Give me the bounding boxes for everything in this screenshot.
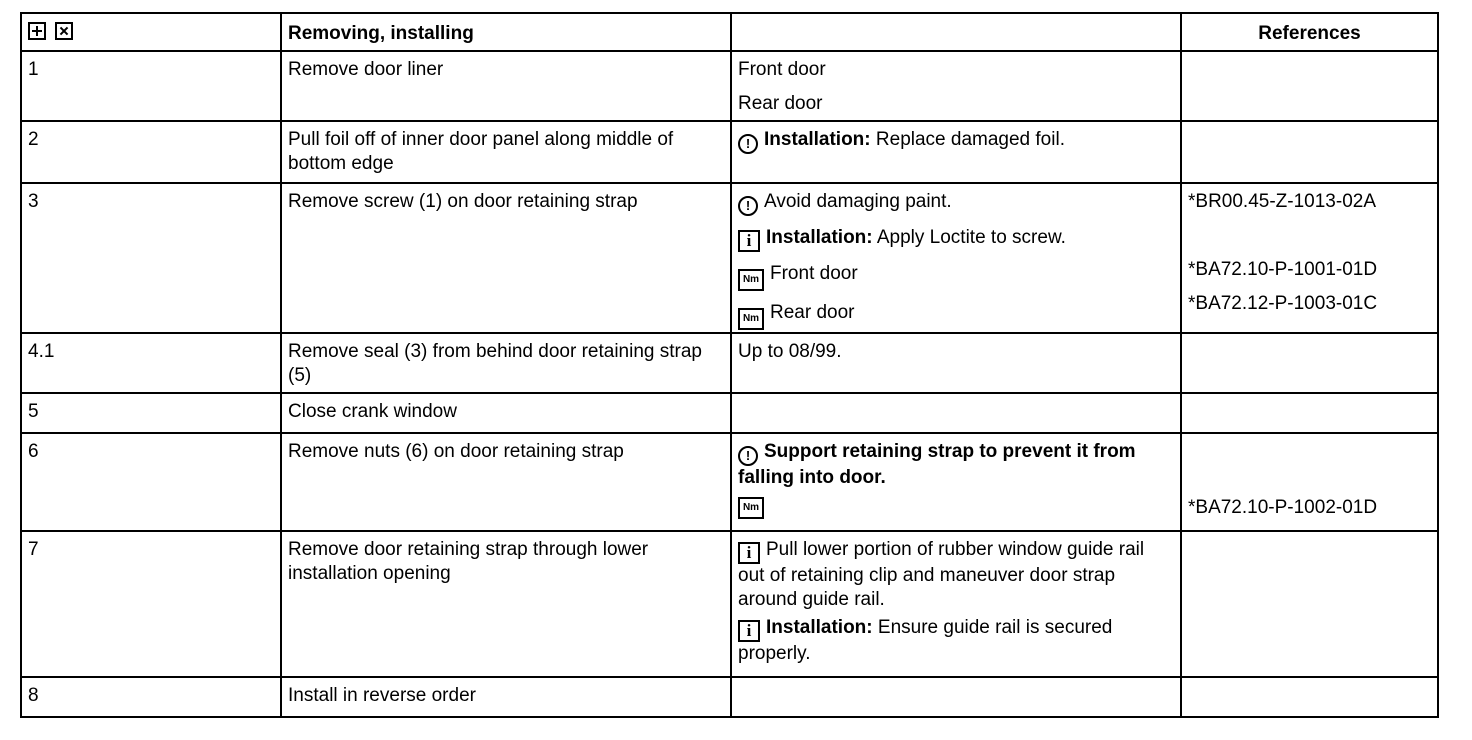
- step-action: Remove screw (1) on door retaining strap: [288, 191, 638, 212]
- step-number-cell: [21, 183, 281, 333]
- step-notes: [732, 122, 1180, 156]
- step-notes: [732, 394, 1180, 402]
- step-number-cell: [21, 433, 281, 531]
- note-text: Apply Loctite to screw.: [872, 227, 1066, 248]
- step-number-cell: [21, 121, 281, 183]
- step-references: [1182, 52, 1437, 108]
- step-notes-cell: [731, 677, 1181, 717]
- note-line: [738, 262, 1174, 291]
- note-line: [738, 440, 1174, 490]
- step-action-cell: [281, 531, 731, 677]
- step-number-cell: [21, 531, 281, 677]
- reference-link[interactable]: *BR00.45-Z-1013-02A: [1188, 191, 1376, 212]
- reference-link[interactable]: *BA72.10-P-1002-01D: [1188, 497, 1378, 518]
- step-action: Remove nuts (6) on door retaining strap: [288, 441, 624, 462]
- step-notes: [732, 184, 1180, 332]
- step-references-cell: [1181, 121, 1438, 183]
- table-row: [21, 51, 1438, 121]
- header-row: [21, 13, 1438, 51]
- note-text: Rear door: [738, 93, 823, 114]
- step-notes-cell: [731, 531, 1181, 677]
- step-references-cell: [1181, 183, 1438, 333]
- step-number: 5: [28, 401, 39, 422]
- step-notes-cell: [731, 51, 1181, 121]
- step-number: 6: [28, 441, 39, 462]
- step-action: Install in reverse order: [288, 685, 476, 706]
- step-action-cell: [281, 51, 731, 121]
- note-line: [738, 128, 1174, 154]
- reference-link[interactable]: *BA72.10-P-1001-01D: [1188, 259, 1378, 280]
- expand-icon[interactable]: [28, 22, 46, 40]
- note-line: [738, 616, 1174, 666]
- info-icon: i: [738, 230, 760, 252]
- step-action-cell: [281, 677, 731, 717]
- step-references: [1182, 122, 1437, 154]
- note-text: Replace damaged foil.: [870, 129, 1065, 150]
- reference-link[interactable]: *BA72.12-P-1003-01C: [1188, 293, 1378, 314]
- step-notes-cell: [731, 433, 1181, 531]
- table-row: [21, 531, 1438, 677]
- info-icon: i: [738, 542, 760, 564]
- step-notes-cell: [731, 121, 1181, 183]
- step-references-cell: [1181, 51, 1438, 121]
- step-action: Remove seal (3) from behind door retaining strap (5): [288, 341, 702, 386]
- caution-icon: !: [738, 196, 758, 216]
- note-line: [738, 58, 1174, 82]
- header-icons-cell: [21, 13, 281, 51]
- step-action: Close crank window: [288, 401, 457, 422]
- note-line: [738, 226, 1174, 252]
- step-references: [1182, 334, 1437, 366]
- step-references-cell: [1181, 393, 1438, 433]
- step-references-cell: [1181, 433, 1438, 531]
- step-number: 8: [28, 685, 39, 706]
- reference-link: [1188, 340, 1433, 364]
- step-number: 7: [28, 539, 39, 560]
- step-action-cell: [281, 121, 731, 183]
- torque-nm-icon: Nm: [738, 497, 764, 519]
- step-references-cell: [1181, 531, 1438, 677]
- note-bold-text: Installation:: [764, 129, 871, 150]
- torque-nm-icon: Nm: [738, 269, 764, 291]
- note-line: [738, 490, 1174, 519]
- header-procedure-cell: [281, 13, 731, 51]
- reference-link: [1188, 224, 1433, 248]
- table-row: [21, 333, 1438, 393]
- reference-link: [1188, 128, 1433, 152]
- reference-link: [1188, 684, 1433, 708]
- note-line: [738, 190, 1174, 216]
- step-references: [1182, 434, 1437, 522]
- table-row: [21, 433, 1438, 531]
- header-notes: [732, 14, 1180, 24]
- step-references-cell: [1181, 333, 1438, 393]
- step-number: 4.1: [28, 341, 55, 362]
- step-number: 3: [28, 191, 39, 212]
- step-action: Remove door liner: [288, 59, 444, 80]
- step-references: [1182, 394, 1437, 426]
- procedure-table: [20, 12, 1439, 718]
- step-references: [1182, 184, 1437, 318]
- header-references: References: [1258, 23, 1361, 44]
- note-text: Rear door: [770, 302, 855, 323]
- step-notes-cell: [731, 333, 1181, 393]
- collapse-icon[interactable]: [55, 22, 73, 40]
- table-row: [21, 121, 1438, 183]
- step-notes: [732, 532, 1180, 668]
- step-action: Remove door retaining strap through lower installation opening: [288, 539, 649, 584]
- note-text: Front door: [770, 263, 858, 284]
- step-action-cell: [281, 393, 731, 433]
- step-number-cell: [21, 393, 281, 433]
- note-line: [738, 92, 1174, 116]
- step-notes-cell: [731, 183, 1181, 333]
- note-line: [738, 301, 1174, 330]
- note-text: Pull lower portion of rubber window guide rail out of retaining clip and maneuver door strap around guide rail.: [738, 539, 1145, 610]
- step-action-cell: [281, 433, 731, 531]
- reference-link: [1188, 538, 1433, 562]
- step-notes: [732, 334, 1180, 366]
- step-number-cell: [21, 333, 281, 393]
- note-line: [738, 340, 1174, 364]
- step-notes-cell: [731, 393, 1181, 433]
- note-line: [738, 538, 1174, 612]
- step-notes: [732, 52, 1180, 118]
- note-text: Up to 08/99.: [738, 341, 842, 362]
- info-icon: i: [738, 620, 760, 642]
- note-text: Avoid damaging paint.: [764, 191, 952, 212]
- table-row: [21, 677, 1438, 717]
- step-action-cell: [281, 333, 731, 393]
- step-number: 2: [28, 129, 39, 150]
- step-references: [1182, 678, 1437, 710]
- note-text: Ensure guide rail is secured properly.: [738, 617, 1113, 664]
- step-notes: [732, 434, 1180, 521]
- header-notes-cell: [731, 13, 1181, 51]
- reference-link: [1188, 82, 1433, 106]
- step-action: Pull foil off of inner door panel along middle of bottom edge: [288, 129, 674, 174]
- note-bold-text: Installation:: [766, 227, 873, 248]
- step-action-cell: [281, 183, 731, 333]
- header-procedure: Removing, installing: [288, 23, 474, 44]
- note-bold-text: Installation:: [766, 617, 873, 638]
- step-number: 1: [28, 59, 39, 80]
- reference-link: [1188, 58, 1433, 82]
- caution-icon: !: [738, 134, 758, 154]
- reference-link: [1188, 400, 1433, 424]
- step-number-cell: [21, 677, 281, 717]
- header-references-cell: [1181, 13, 1438, 51]
- caution-icon: !: [738, 446, 758, 466]
- step-references-cell: [1181, 677, 1438, 717]
- table-row: [21, 183, 1438, 333]
- note-text: Front door: [738, 59, 826, 80]
- note-bold-text: Support retaining strap to prevent it from falling into door.: [738, 441, 1136, 488]
- table-row: [21, 393, 1438, 433]
- step-notes: [732, 678, 1180, 686]
- torque-nm-icon: Nm: [738, 308, 764, 330]
- step-references: [1182, 532, 1437, 564]
- step-number-cell: [21, 51, 281, 121]
